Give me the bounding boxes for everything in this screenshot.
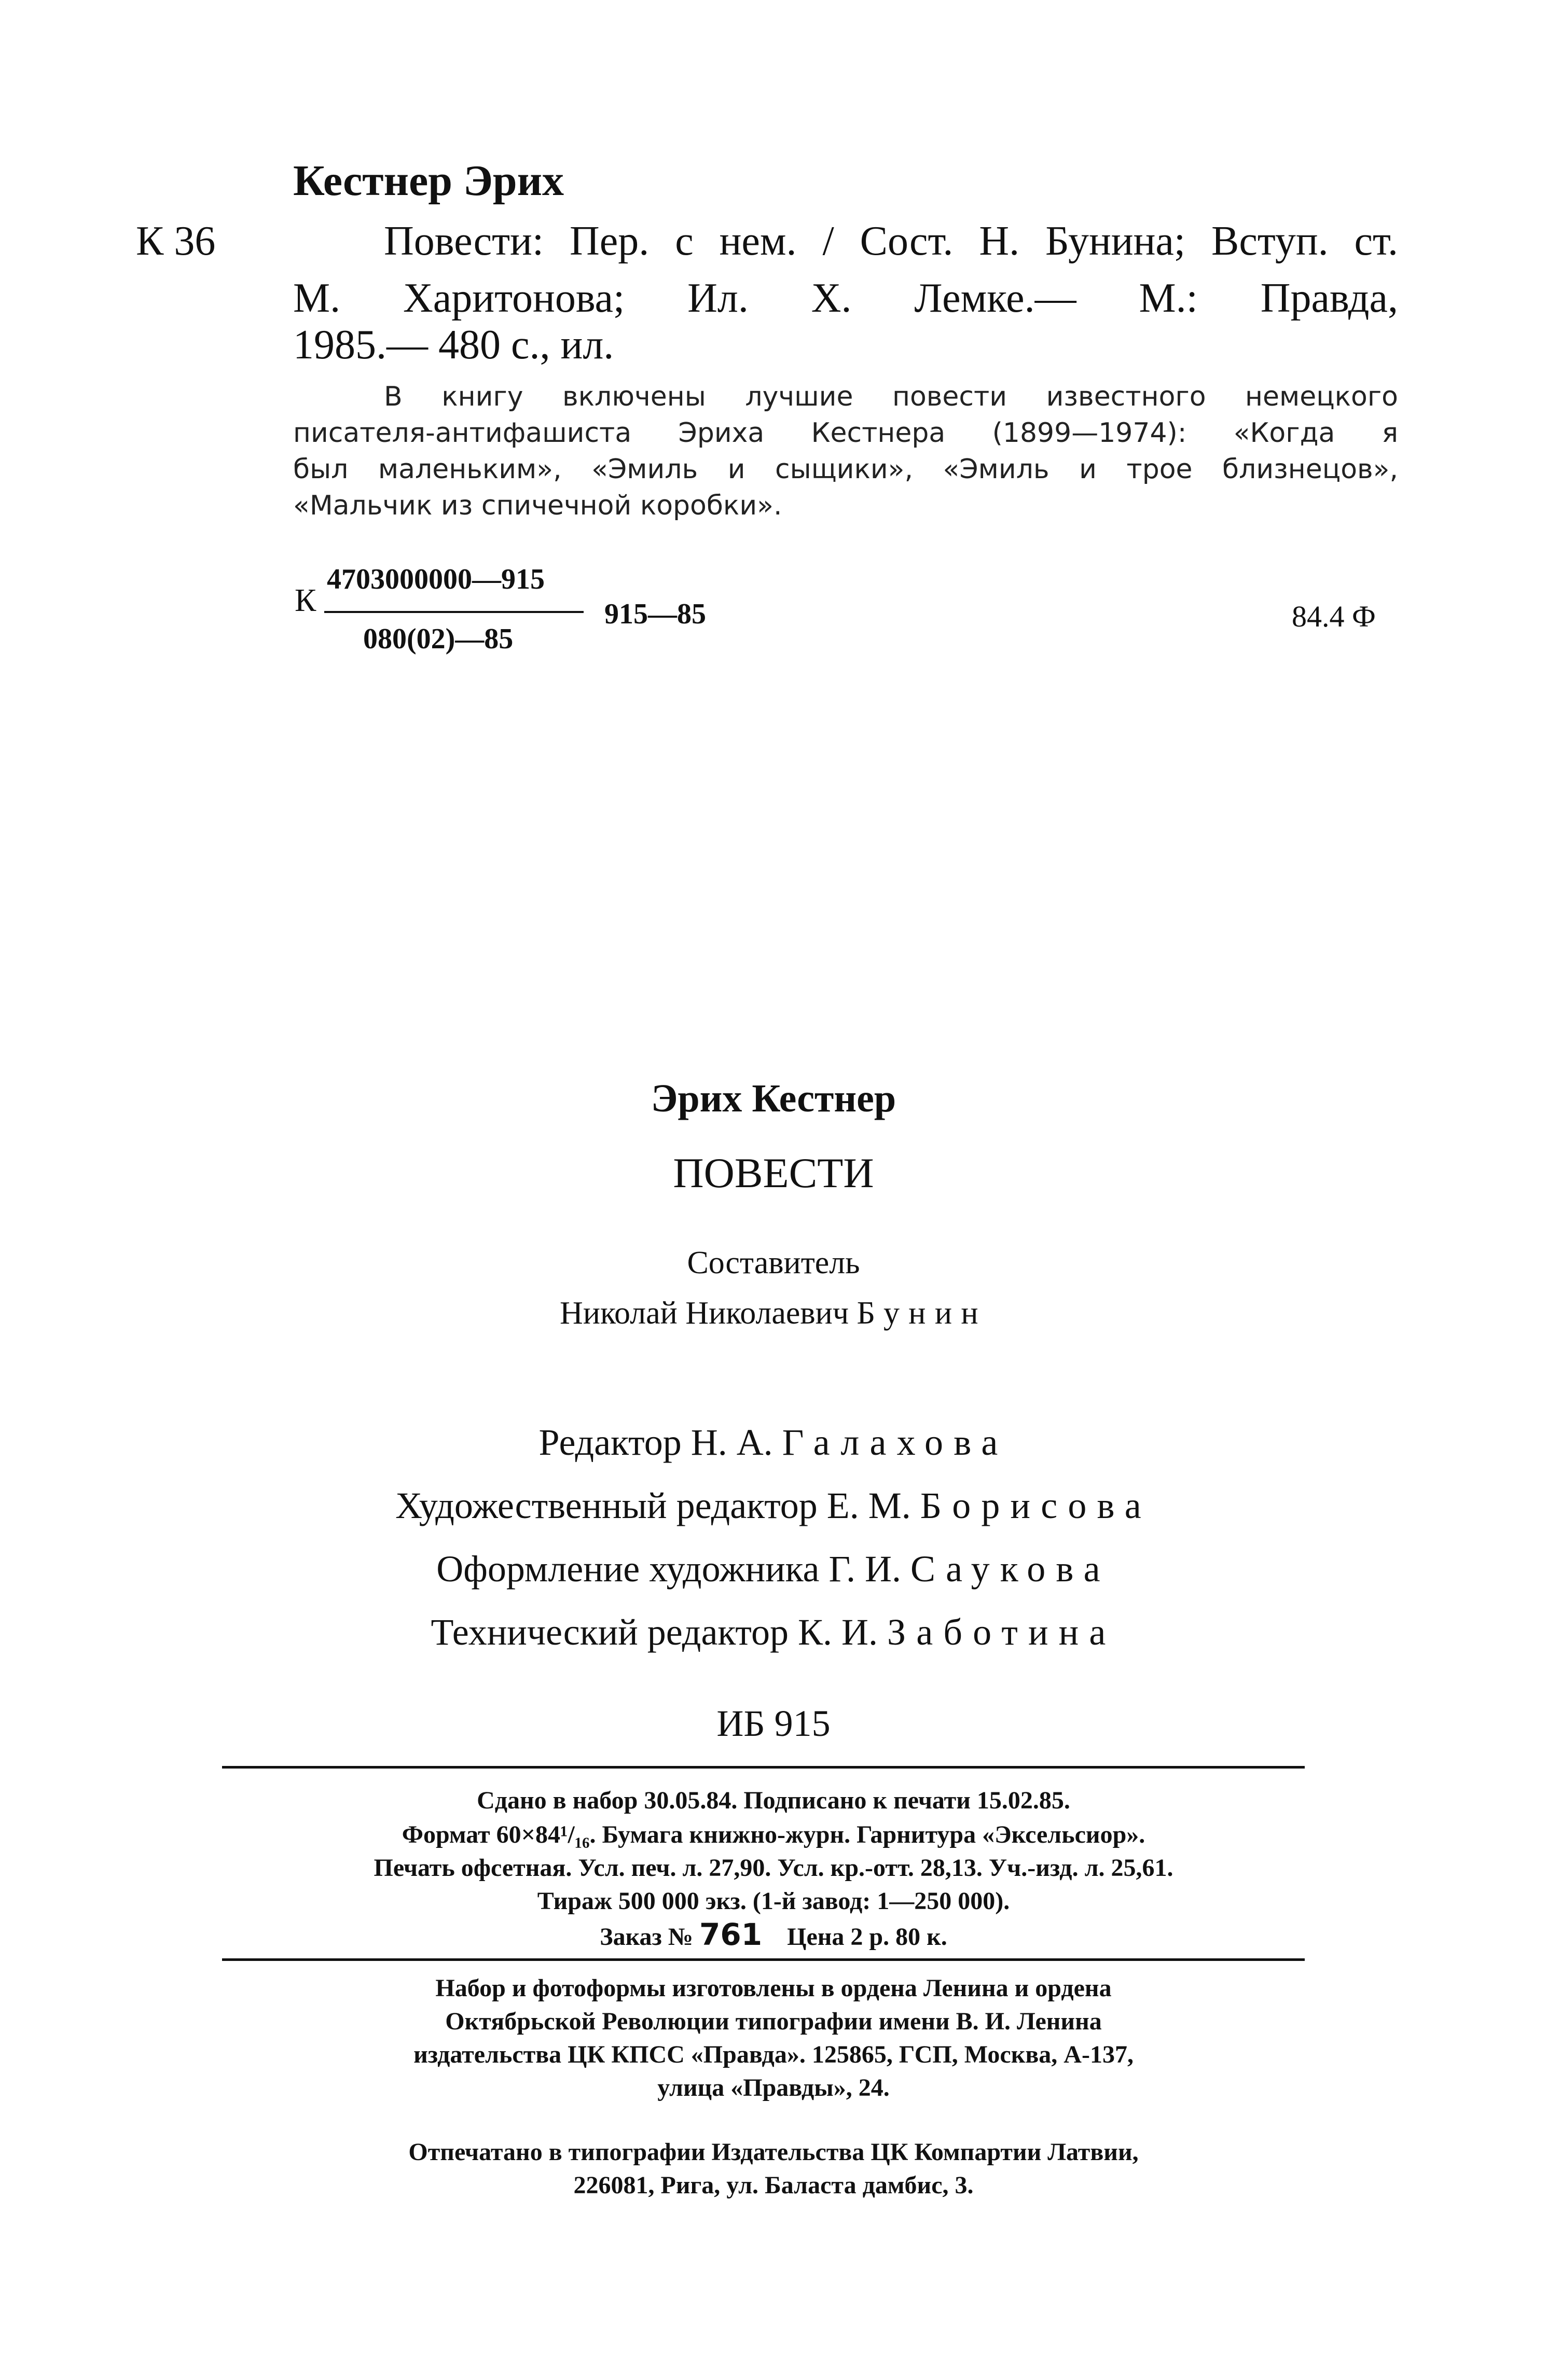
compiler-surname: Бунин [857, 1296, 987, 1331]
card-biblio-line-3: 1985.— 480 с., ил. [293, 322, 614, 368]
card-classification: 84.4 Ф [1292, 600, 1376, 633]
credit-name: Борисова [920, 1485, 1152, 1526]
code-suffix: 915—85 [604, 598, 706, 630]
divider-top [222, 1766, 1305, 1769]
card-index: К 36 [136, 218, 216, 264]
credit-role: Редактор Н. А. [538, 1422, 773, 1463]
card-biblio-line-1: Повести: Пер. с нем. / Сост. Н. Бунина; Вступ. ст. [384, 218, 1398, 264]
code-numerator: 4703000000—915 [327, 563, 545, 595]
compiler-name: Николай Николаевич [560, 1296, 849, 1331]
printing-house-line: Набор и фотоформы изготовлены в ордена Ленина и ордена [435, 1974, 1112, 2002]
print-info-line: Сдано в набор 30.05.84. Подписано к печати 15.02.85. [477, 1787, 1070, 1814]
order-label: Заказ № [600, 1923, 694, 1951]
order-number: 761 [699, 1917, 763, 1952]
print-info-line: Печать офсетная. Усл. печ. л. 27,90. Усл. кр.-отт. 28,13. Уч.-изд. л. 25,61. [374, 1854, 1173, 1882]
printed-at-line: Отпечатано в типографии Издательства ЦК Компартии Латвии, [408, 2138, 1139, 2166]
credit-line [0, 1484, 1547, 1527]
credit-name: Заботина [887, 1611, 1116, 1653]
annotation-line: «Мальчик из спичечной коробки». [293, 490, 782, 521]
printed-at-line: 226081, Рига, ул. Баласта дамбис, 3. [573, 2172, 974, 2199]
credit-name: Галахова [782, 1422, 1009, 1463]
code-fraction-bar [324, 611, 584, 613]
annotation-line: был маленьким», «Эмиль и сыщики», «Эмиль и трое близнецов», [293, 454, 1398, 485]
print-info-line: Формат 60×84¹/₁₆. Бумага книжно-журн. Гарнитура «Эксельсиор». [402, 1821, 1145, 1848]
book-author: Эрих Кестнер [651, 1077, 896, 1120]
credit-name: Саукова [910, 1548, 1111, 1590]
compiler-label: Составитель [687, 1245, 860, 1281]
divider-bottom [222, 1958, 1305, 1961]
print-info-line: Тираж 500 000 экз. (1-й завод: 1—250 000). [537, 1887, 1010, 1915]
printing-house-line: улица «Правды», 24. [657, 2074, 890, 2101]
printing-house-line: Октябрьской Революции типографии имени В. И. Ленина [445, 2008, 1102, 2035]
annotation-line: В книгу включены лучшие повести известного немецкого [384, 381, 1398, 412]
card-biblio-line-2: М. Харитонова; Ил. Х. Лемке.— М.: Правда, [293, 275, 1398, 321]
credit-role: Оформление художника Г. И. [436, 1548, 901, 1590]
price-label: Цена [787, 1923, 845, 1951]
compiler [0, 1295, 1547, 1332]
credit-line [0, 1611, 1547, 1654]
credit-role: Технический редактор К. И. [431, 1611, 878, 1653]
printing-house-line: издательства ЦК КПСС «Правда». 125865, ГСП, Москва, А-137, [413, 2041, 1134, 2068]
ib-number: ИБ 915 [716, 1703, 831, 1744]
credit-role: Художественный редактор Е. М. [395, 1485, 911, 1526]
credit-line [0, 1421, 1547, 1464]
code-letter: К [295, 583, 316, 618]
book-title: ПОВЕСТИ [673, 1149, 874, 1196]
order-line [0, 1917, 1547, 1952]
price-value: 2 р. 80 к. [850, 1923, 947, 1951]
code-denominator: 080(02)—85 [363, 623, 514, 655]
annotation-line: писателя-антифашиста Эриха Кестнера (1899—1974): «Когда я [293, 417, 1398, 449]
credit-line [0, 1548, 1547, 1591]
card-author: Кестнер Эрих [293, 157, 564, 205]
